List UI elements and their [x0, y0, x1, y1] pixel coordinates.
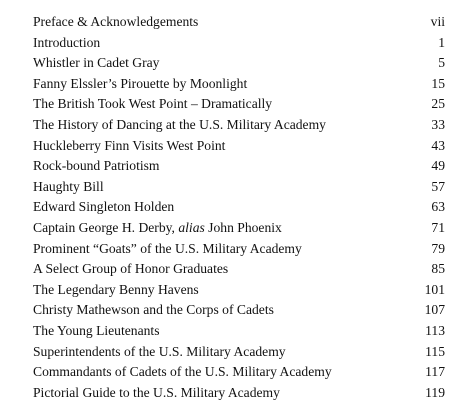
toc-entry-page: 101 — [424, 281, 445, 297]
toc-entry-title — [33, 218, 421, 239]
toc-entry — [33, 94, 445, 115]
toc-entry-title-italic: alias — [178, 219, 205, 235]
toc-entry-title: The British Took West Point – Dramatically — [33, 96, 273, 112]
toc-entry-title: Preface & Acknowledgements — [33, 14, 199, 29]
toc-entry — [33, 136, 445, 157]
toc-entry-title: The Young Lieutenants — [33, 322, 160, 338]
toc-entry-title: Huckleberry Finn Visits West Point — [33, 137, 226, 153]
toc-entry-title-part: Captain George H. Derby, — [33, 219, 179, 235]
toc-entry — [33, 177, 445, 198]
toc-entry-page: 49 — [431, 158, 445, 174]
toc-entry-title: Whistler in Cadet Gray — [33, 55, 160, 71]
toc-entry-page: 117 — [425, 364, 445, 380]
toc-entry-title: Superintendents of the U.S. Military Academy — [33, 343, 286, 359]
toc-entry-page: 85 — [431, 261, 445, 277]
toc-entry-page: vii — [430, 14, 445, 29]
toc-entry — [33, 12, 445, 33]
toc-entry-title: Haughty Bill — [33, 178, 104, 194]
toc-entry-title: The History of Dancing at the U.S. Military Academy — [33, 116, 326, 132]
toc-entry-title: Christy Mathewson and the Corps of Cadets — [33, 302, 274, 318]
toc-entry — [33, 259, 445, 280]
toc-entry-page: 63 — [431, 199, 445, 215]
toc-entry-title: Rock-bound Patriotism — [33, 158, 160, 174]
toc-entry-page: 43 — [431, 137, 445, 153]
toc-entry — [33, 156, 445, 177]
toc-entry-title: Prominent “Goats” of the U.S. Military Academy — [33, 240, 302, 256]
toc-entry-page: 25 — [431, 96, 445, 112]
toc-entry-title: Pictorial Guide to the U.S. Military Academy — [33, 384, 280, 400]
toc-entry-page: 33 — [431, 116, 445, 132]
toc-entry — [33, 321, 445, 342]
toc-entry-page: 5 — [438, 55, 445, 71]
toc-entry — [33, 300, 445, 321]
toc-entry — [33, 33, 445, 54]
toc-entry-page: 107 — [424, 302, 445, 318]
toc-entry — [33, 53, 445, 74]
toc-entry — [33, 362, 445, 383]
toc-entry — [33, 280, 445, 301]
toc-entry-title: The Legendary Benny Havens — [33, 281, 199, 297]
toc-entry-title: Edward Singleton Holden — [33, 199, 175, 215]
toc-entry-page: 71 — [431, 219, 445, 235]
toc-entry — [33, 383, 445, 404]
toc-entry-title: A Select Group of Honor Graduates — [33, 261, 229, 277]
toc-entry-page: 79 — [431, 240, 445, 256]
toc-entry — [33, 218, 445, 239]
toc-entry — [33, 342, 445, 363]
toc-entry — [33, 74, 445, 95]
toc-entry-page: 15 — [431, 75, 445, 91]
toc-entry-title: Fanny Elssler’s Pirouette by Moonlight — [33, 75, 248, 91]
toc-entry-page: 1 — [438, 34, 445, 50]
toc-entry-title-part: John Phoenix — [204, 219, 282, 235]
toc-entry-page: 115 — [425, 343, 445, 359]
toc-entry-title: Introduction — [33, 34, 101, 50]
toc-entry-page: 57 — [431, 178, 445, 194]
table-of-contents — [33, 12, 445, 403]
toc-entry-page: 119 — [425, 384, 445, 400]
toc-entry-page: 113 — [425, 322, 445, 338]
toc-entry — [33, 239, 445, 260]
toc-entry — [33, 115, 445, 136]
toc-entry-title: Commandants of Cadets of the U.S. Military Academy — [33, 364, 332, 380]
toc-entry — [33, 197, 445, 218]
